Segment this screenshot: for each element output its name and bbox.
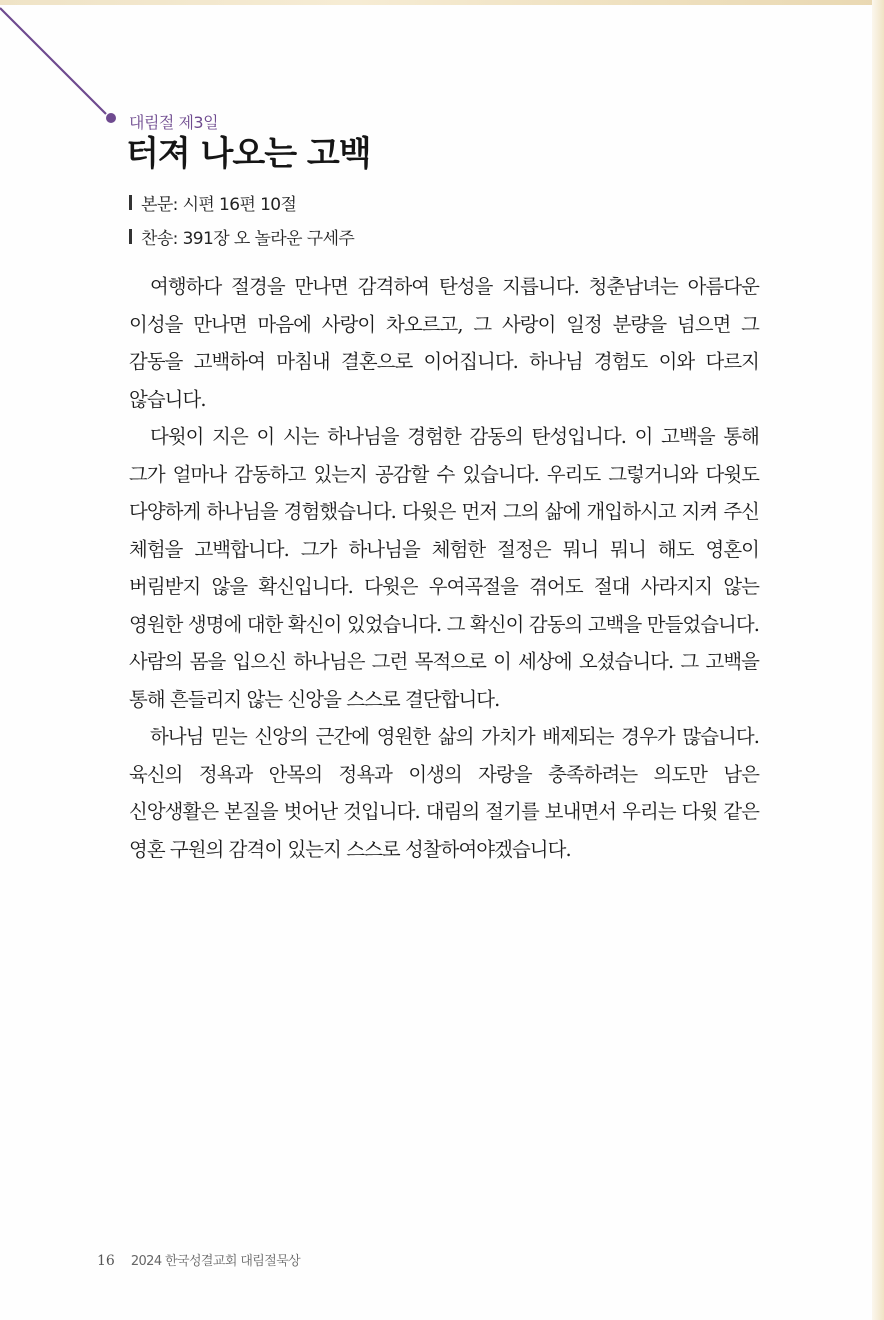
bar-marker-icon xyxy=(129,229,132,244)
day-label: 대림절 제3일 xyxy=(129,113,219,132)
book-title: 2024 한국성결교회 대림절묵상 xyxy=(130,1254,301,1269)
page-top-edge xyxy=(0,0,884,5)
page-footer xyxy=(97,1250,300,1269)
paragraph: 다윗이 지은 이 시는 하나님을 경험한 감동의 탄성입니다. 이 고백을 통해 그가 얼마나 감동하고 있는지 공감할 수 있습니다. 우리도 그렇거니와 다윗도 다양하게 하나님을 경험했습니다. 다윗은 먼저 그의 삶에 개입하시고 지켜 주신 체험을 고백합니다. 그가 하나님을 체험한 절정은 뭐니 뭐니 해도 영혼이 버림받지 않을 확신입니다. 다윗은 우여곡절을 겪어도 절대 사라지지 않는 영원한 생명에 대한 확신이 있었습니다. 그 확신이 감동의 고백을 만들었습니다. 사람의 몸을 입으신 하나님은 그런 목적으로 이 세상에 오셨습니다. 그 고백을 통해 흔들리지 않는 신앙을 스스로 결단합니다. xyxy=(129,425,759,711)
scripture-reference xyxy=(129,190,296,215)
decorative-diagonal-line xyxy=(0,0,130,130)
page-number: 16 xyxy=(97,1253,115,1269)
page-right-edge xyxy=(872,0,884,1320)
page-title: 터져 나오는 고백 xyxy=(126,134,371,174)
scripture-reference-text: 본문: 시편 16편 10절 xyxy=(141,195,297,215)
hymn-reference xyxy=(129,224,354,249)
hymn-reference-text: 찬송: 391장 오 놀라운 구세주 xyxy=(141,229,355,249)
paragraph: 여행하다 절경을 만나면 감격하여 탄성을 지릅니다. 청춘남녀는 아름다운 이성을 만나면 마음에 사랑이 차오르고, 그 사랑이 일정 분량을 넘으면 그 감동을 고백하여 마침내 결혼으로 이어집니다. 하나님 경험도 이와 다르지 않습니다. xyxy=(129,275,759,411)
meditation-body xyxy=(129,268,759,868)
bar-marker-icon xyxy=(129,195,132,210)
bullet-dot-icon xyxy=(106,113,116,123)
paragraph: 하나님 믿는 신앙의 근간에 영원한 삶의 가치가 배제되는 경우가 많습니다. 육신의 정욕과 안목의 정욕과 이생의 자랑을 충족하려는 의도만 남은 신앙생활은 본질을 벗어난 것입니다. 대림의 절기를 보내면서 우리는 다윗 같은 영혼 구원의 감격이 있는지 스스로 성찰하여야겠습니다. xyxy=(129,725,759,861)
